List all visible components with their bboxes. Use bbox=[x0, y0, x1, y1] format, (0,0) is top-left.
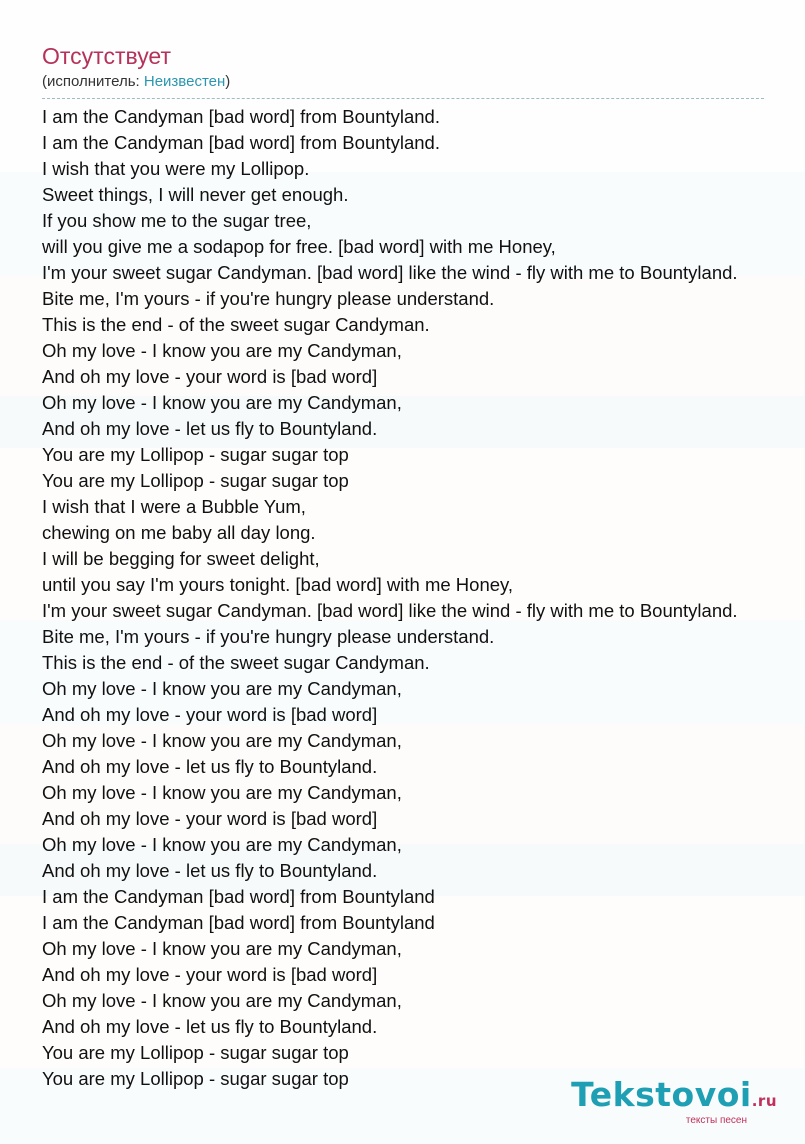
lyric-line: Oh my love - I know you are my Candyman, bbox=[42, 834, 402, 855]
song-header bbox=[42, 42, 764, 99]
artist-line bbox=[42, 72, 764, 92]
lyric-line: And oh my love - let us fly to Bountyland. bbox=[42, 1016, 378, 1037]
lyric-line: Oh my love - I know you are my Candyman, bbox=[42, 340, 402, 361]
logo-name: Tekstovoi bbox=[571, 1075, 752, 1114]
lyrics-text bbox=[42, 104, 805, 1092]
lyric-line: And oh my love - let us fly to Bountyland. bbox=[42, 860, 378, 881]
song-title: Отсутствует bbox=[42, 43, 171, 69]
lyric-line: Oh my love - I know you are my Candyman, bbox=[42, 730, 402, 751]
lyric-line: I am the Candyman [bad word] from Bountyland bbox=[42, 912, 435, 933]
lyric-line: And oh my love - your word is [bad word] bbox=[42, 704, 378, 725]
lyric-line: Bite me, I'm yours - if you're hungry please understand. bbox=[42, 288, 495, 309]
lyric-line: will you give me a sodapop for free. [bad word] with me Honey, bbox=[42, 236, 556, 257]
lyric-line: I wish that you were my Lollipop. bbox=[42, 158, 310, 179]
lyric-line: Oh my love - I know you are my Candyman, bbox=[42, 782, 402, 803]
lyric-line: until you say I'm yours tonight. [bad word] with me Honey, bbox=[42, 574, 514, 595]
lyric-line: I will be begging for sweet delight, bbox=[42, 548, 320, 569]
logo-tagline: тексты песен bbox=[685, 1115, 747, 1126]
lyric-line: I'm your sweet sugar Candyman. [bad word] like the wind - fly with me to Bountyland. bbox=[42, 600, 738, 621]
lyric-line: I wish that I were a Bubble Yum, bbox=[42, 496, 306, 517]
artist-prefix: (исполнитель: bbox=[42, 73, 144, 90]
lyric-line: I am the Candyman [bad word] from Bountyland bbox=[42, 886, 435, 907]
lyric-line: I am the Candyman [bad word] from Bountyland. bbox=[42, 106, 440, 127]
lyric-line: chewing on me baby all day long. bbox=[42, 522, 316, 543]
lyric-line: Oh my love - I know you are my Candyman, bbox=[42, 678, 402, 699]
lyric-line: You are my Lollipop - sugar sugar top bbox=[42, 1068, 349, 1089]
lyric-line: I am the Candyman [bad word] from Bountyland. bbox=[42, 132, 440, 153]
lyric-line: You are my Lollipop - sugar sugar top bbox=[42, 1042, 349, 1063]
lyric-line: And oh my love - your word is [bad word] bbox=[42, 366, 378, 387]
lyric-line: Sweet things, I will never get enough. bbox=[42, 184, 349, 205]
lyric-line: And oh my love - let us fly to Bountyland. bbox=[42, 418, 378, 439]
lyric-line: And oh my love - your word is [bad word] bbox=[42, 808, 378, 829]
artist-link[interactable]: Неизвестен bbox=[143, 73, 226, 90]
lyric-line: And oh my love - your word is [bad word] bbox=[42, 964, 378, 985]
site-logo[interactable] bbox=[571, 1077, 777, 1126]
lyric-line: I'm your sweet sugar Candyman. [bad word] like the wind - fly with me to Bountyland. bbox=[42, 262, 738, 283]
logo-tld: .ru bbox=[751, 1092, 777, 1110]
lyric-line: This is the end - of the sweet sugar Candyman. bbox=[42, 314, 430, 335]
lyric-line: Bite me, I'm yours - if you're hungry please understand. bbox=[42, 626, 495, 647]
lyric-line: Oh my love - I know you are my Candyman, bbox=[42, 938, 402, 959]
lyric-line: Oh my love - I know you are my Candyman, bbox=[42, 392, 402, 413]
lyric-line: Oh my love - I know you are my Candyman, bbox=[42, 990, 402, 1011]
lyric-line: If you show me to the sugar tree, bbox=[42, 210, 312, 231]
artist-suffix: ) bbox=[225, 73, 231, 90]
lyric-line: You are my Lollipop - sugar sugar top bbox=[42, 444, 349, 465]
lyric-line: You are my Lollipop - sugar sugar top bbox=[42, 470, 349, 491]
lyric-line: This is the end - of the sweet sugar Candyman. bbox=[42, 652, 430, 673]
lyric-line: And oh my love - let us fly to Bountyland. bbox=[42, 756, 378, 777]
